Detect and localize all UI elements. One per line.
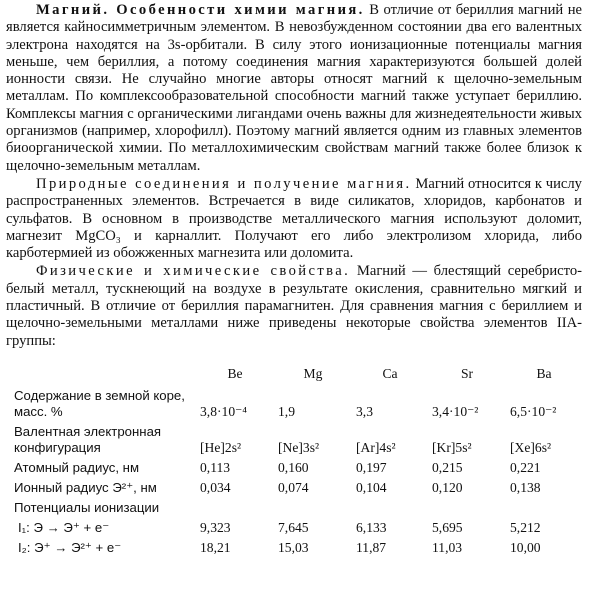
cell-value: 11,03	[432, 539, 463, 555]
section-heading-magnesium: Магний. Особенности химии магния.	[36, 2, 365, 18]
row-label: Ионный радиус Э²⁺, нм	[14, 479, 157, 495]
header-empty	[6, 366, 196, 388]
table-row	[6, 460, 582, 480]
cell-value: 0,104	[356, 479, 387, 495]
cell-value: 0,197	[356, 459, 387, 475]
table-row	[6, 540, 582, 560]
paragraph-text: Магний — блестящий серебристо-белый металл, тускнеющий на воздухе в результате окисления, сравнительно мягкий и пластичный. В отличие от бериллия парамагнитен. Для сравнения магния с бериллием и щелочно-земельными металлами ниже приведены некоторые свойства элементов IIA-группы:	[6, 263, 582, 349]
cell-value: [He]2s²	[200, 439, 242, 455]
properties-table	[6, 366, 582, 560]
cell-value: 15,03	[278, 539, 309, 555]
cell-value: [Ne]3s²	[278, 439, 320, 455]
row-label: Потенциалы ионизации	[14, 499, 160, 515]
column-header: Ba	[536, 365, 552, 381]
cell-value: 0,074	[278, 479, 309, 495]
cell-value: 0,221	[510, 459, 541, 475]
cell-value: 10,00	[510, 539, 541, 555]
cell-value: 0,215	[432, 459, 463, 475]
table-row	[6, 424, 582, 460]
cell-value: 1,9	[278, 403, 295, 419]
cell-value: 11,87	[356, 539, 387, 555]
cell-value: 6,5·10⁻²	[510, 403, 557, 419]
row-label: I₂: Э⁺ → Э²⁺ + e⁻	[18, 539, 122, 555]
section-heading-natural-compounds: Природные соединения и получение магния.	[36, 175, 412, 192]
cell-value: 3,8·10⁻⁴	[200, 403, 248, 419]
cell-value: 0,034	[200, 479, 231, 495]
cell-value: 18,21	[200, 539, 231, 555]
paragraph-properties	[6, 263, 582, 349]
table-row	[6, 480, 582, 500]
column-header: Mg	[303, 365, 323, 381]
row-label: I₁: Э → Э⁺ + e⁻	[18, 519, 110, 535]
column-header: Be	[227, 365, 243, 381]
properties-table-wrapper	[6, 366, 582, 560]
row-label: Валентная электронная конфигурация	[14, 423, 162, 455]
cell-value: 9,323	[200, 519, 231, 535]
column-header: Ca	[382, 365, 398, 381]
cell-value: 7,645	[278, 519, 309, 535]
cell-value: 0,113	[200, 459, 231, 475]
cell-value: 6,133	[356, 519, 387, 535]
cell-value: 0,120	[432, 479, 463, 495]
cell-value: 0,138	[510, 479, 541, 495]
cell-value: [Kr]5s²	[432, 439, 472, 455]
cell-value: 0,160	[278, 459, 309, 475]
table-row	[6, 500, 582, 520]
cell-value: 5,212	[510, 519, 541, 535]
paragraph-text: В отличие от бериллия магний не является кайносимметричным элементом. В невозбужденном состоянии два его валентных электрона находятся на 3s-орбитали. В силу этого ионизационные потенциалы магния меньше, чем бериллия, а потому соединения магния характеризуются большей долей ионности связи. Не случайно многие авторы относят магний к щелочно-земельным металлам. По комплексообразовательной способности магний также уступает бериллию. Комплексы магния с органическими лигандами очень важны для жизнедеятельности живых организмов (например, хлорофилл). Поэтому магний является одним из главных элементов биоорганической химии. По металлохимическим свойствам магний также более близок к щелочно-земельным металлам.	[6, 2, 582, 174]
table-row	[6, 388, 582, 424]
table-header-row	[6, 366, 582, 388]
section-heading-properties: Физические и химические свойства.	[36, 263, 351, 280]
paragraph-magnesium-chemistry	[6, 2, 582, 175]
table-row	[6, 520, 582, 540]
cell-value: 3,3	[356, 403, 373, 419]
cell-value: [Xe]6s²	[510, 439, 552, 455]
row-label: Содержание в земной коре, масс. %	[14, 387, 185, 419]
cell-value: 5,695	[432, 519, 463, 535]
paragraph-natural-compounds	[6, 176, 582, 262]
cell-value: [Ar]4s²	[356, 439, 396, 455]
paragraph-text: Магний относится к числу распространенных элементов. Встречается в виде силикатов, хлоридов, карбонатов и сульфатов. В основном в производстве металлического магния используют доломит, магнезит MgCO₃ и карналлит. Получают его либо электролизом хлорида, либо карботермией из обожженных магнезита или доломита.	[6, 175, 582, 262]
column-header: Sr	[460, 365, 474, 381]
cell-value: 3,4·10⁻²	[432, 403, 479, 419]
row-label: Атомный радиус, нм	[14, 459, 140, 475]
